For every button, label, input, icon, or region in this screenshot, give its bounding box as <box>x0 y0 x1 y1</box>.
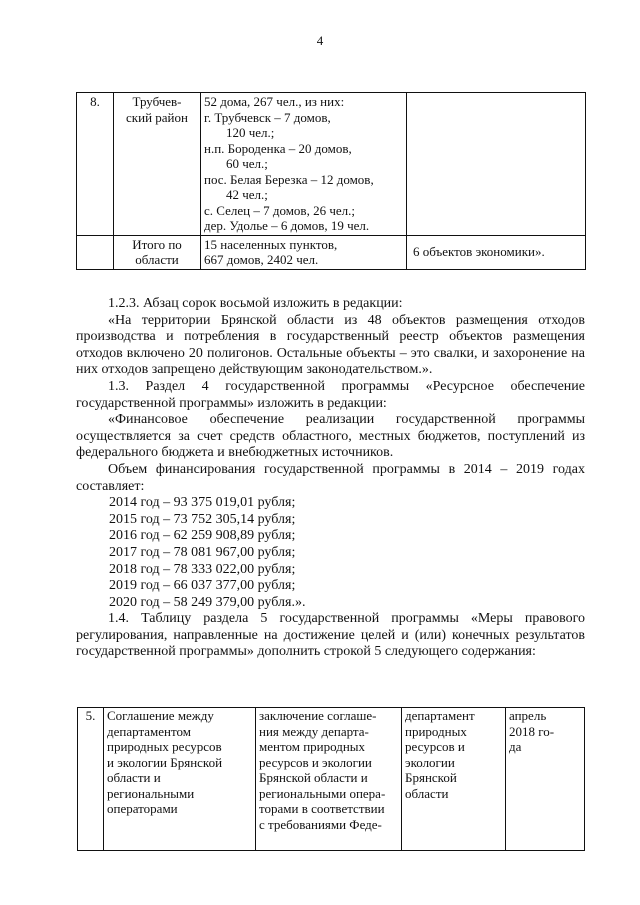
agreement-line: природных ресурсов <box>107 739 222 754</box>
responsible-cell <box>402 708 506 851</box>
paragraph: Объем финансирования государственной программы в 2014 – 2019 годах составляет: <box>76 461 585 494</box>
details-cell <box>201 235 407 269</box>
result-line: региональными опера- <box>259 785 386 801</box>
result-line: ния между департа- <box>259 723 369 739</box>
funding-year-line: 2017 год – 78 081 967,00 рубля; <box>109 544 296 560</box>
details-line: 15 населенных пунктов, <box>204 236 338 252</box>
details-line: 60 чел.; <box>226 156 268 171</box>
result-line: заключение соглаше- <box>259 708 377 723</box>
funding-year-line: 2016 год – 62 259 908,89 рубля; <box>109 528 296 544</box>
agreement-line: Соглашение между <box>107 708 214 723</box>
result-line: торами в соответствии <box>259 801 385 816</box>
details-line: с. Селец – 7 домов, 26 чел.; <box>204 202 355 218</box>
result-line: Брянской области и <box>259 770 368 785</box>
result-line: ментом природных <box>259 739 366 754</box>
funding-years-list <box>76 495 585 611</box>
row-number <box>77 235 114 269</box>
table-row <box>77 235 586 269</box>
economy-cell <box>407 93 586 236</box>
agreement-line: и экологии Брянской <box>107 754 223 770</box>
details-line: 52 дома, 267 чел., из них: <box>204 94 345 109</box>
page-number: 4 <box>316 33 324 48</box>
funding-year-line: 2015 год – 73 752 305,14 рубля; <box>109 511 296 527</box>
deadline-line: да <box>509 739 522 754</box>
paragraph: «На территории Брянской области из 48 объектов размещения отходов производства и потребления в государственный реестр объектов размещения отходов включено 20 полигонов. Остальные объекты – это свалки, и захоронение на них отходов запрещено действующим законодательством.». <box>76 312 585 378</box>
details-line: 42 чел.; <box>226 187 268 202</box>
agreement-line: региональными <box>107 785 195 801</box>
agreement-line: области и <box>107 770 161 785</box>
row-number: 8. <box>77 93 114 236</box>
details-line: г. Трубчевск – 7 домов, <box>204 109 331 125</box>
deadline-cell <box>506 708 585 851</box>
paragraph: 1.2.3. Абзац сорок восьмой изложить в редакции: <box>108 296 403 311</box>
region-line: Трубчев- <box>132 94 182 109</box>
details-line: 120 чел.; <box>226 125 275 140</box>
responsible-line: области <box>405 785 449 801</box>
details-line: 667 домов, 2402 чел. <box>204 252 319 267</box>
region-line: ский район <box>126 109 188 125</box>
agreement-line: департаментом <box>107 723 191 739</box>
responsible-line: природных <box>405 723 467 739</box>
paragraph: «Финансовое обеспечение реализации государственной программы осуществляется за счет средств областного, местных бюджетов, поступлений из федерального бюджета и внебюджетных источников. <box>76 412 585 461</box>
region-line: Итого по <box>132 236 182 252</box>
paragraph: 1.3. Раздел 4 государственной программы «Ресурсное обеспечение государственной программы» изложить в редакции: <box>76 378 585 411</box>
region-cell <box>114 235 201 269</box>
details-line: н.п. Бороденка – 20 домов, <box>204 140 352 156</box>
responsible-line: Брянской <box>405 770 457 785</box>
region-cell <box>114 93 201 236</box>
responsible-line: экологии <box>405 754 455 770</box>
paragraph: 1.4. Таблицу раздела 5 государственной программы «Меры правового регулирования, направленные на достижение целей и (или) конечных результатов государственной программы» дополнить строкой 5 следующего содержания: <box>76 611 585 660</box>
measures-table <box>77 707 585 851</box>
table-row <box>77 93 586 236</box>
deadline-line: апрель <box>509 708 547 723</box>
agreement-line: операторами <box>107 801 178 816</box>
details-line: пос. Белая Березка – 12 домов, <box>204 171 374 187</box>
funding-year-line: 2020 год – 58 249 379,00 рубля.». <box>109 594 306 610</box>
deadline-line: 2018 го- <box>509 723 555 739</box>
funding-year-line: 2019 год – 66 037 377,00 рубля; <box>109 578 296 594</box>
details-cell <box>201 93 407 236</box>
table-row <box>78 708 585 851</box>
details-line: дер. Удолье – 6 домов, 19 чел. <box>204 218 370 233</box>
economy-cell: 6 объектов экономики». <box>407 235 586 269</box>
result-line: ресурсов и экологии <box>259 754 372 770</box>
funding-year-line: 2014 год – 93 375 019,01 рубля; <box>109 495 296 511</box>
funding-year-line: 2018 год – 78 333 022,00 рубля; <box>109 561 296 577</box>
result-cell <box>256 708 402 851</box>
region-line: области <box>135 252 179 267</box>
agreement-cell <box>104 708 256 851</box>
responsible-line: департамент <box>405 708 475 723</box>
row-number: 5. <box>78 708 104 851</box>
housing-table <box>76 92 586 270</box>
responsible-line: ресурсов и <box>405 739 465 754</box>
result-line: с требованиями Феде- <box>259 816 382 832</box>
document-body <box>76 296 585 661</box>
